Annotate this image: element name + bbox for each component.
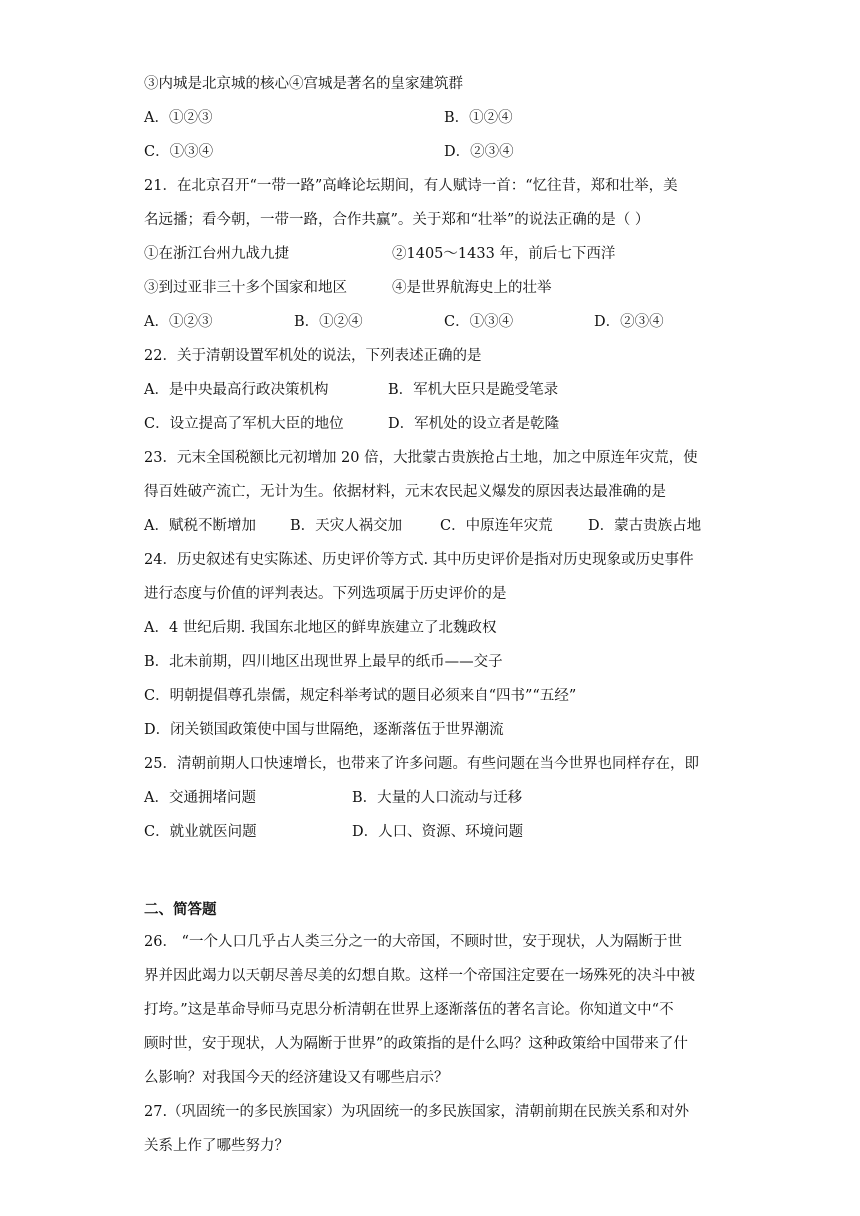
q23-option-b: B．天灾人祸交加: [290, 518, 403, 534]
section-title-short-answer: 二、简答题: [144, 902, 217, 918]
q24-stem-line1: 24．历史叙述有史实陈述、历史评价等方式. 其中历史评价是指对历史现象或历史事件: [144, 552, 694, 568]
q22-option-c: C．设立提高了军机大臣的地位: [144, 416, 344, 432]
q24-option-b: B．北未前期，四川地区出现世界上最早的纸币——交子: [144, 654, 503, 670]
q24-option-a: A．4 世纪后期. 我国东北地区的鲜卑族建立了北魏政权: [144, 620, 497, 636]
q21-option-c: C．①③④: [444, 314, 514, 330]
q26-line-1: 26． “一个人口几乎占人类三分之一的大帝国，不顾时世，安于现状，人为隔断于世: [144, 934, 682, 950]
q22-stem: 22．关于清朝设置军机处的说法，下列表述正确的是: [144, 348, 482, 364]
q23-option-d: D．蒙古贵族占地: [588, 518, 702, 534]
q27-line-1: 27.（巩固统一的多民族国家）为巩固统一的多民族国家，清朝前期在民族关系和对外: [144, 1104, 690, 1120]
q25-stem: 25．清朝前期人口快速增长，也带来了许多问题。有些问题在当今世界也同样存在，即: [144, 756, 699, 772]
q22-option-b: B．军机大臣只是跪受笔录: [388, 382, 559, 398]
q20-option-b: B．①②④: [444, 110, 513, 126]
q21-item-4: ④是世界航海史上的壮举: [392, 280, 552, 296]
q23-stem-line2: 得百姓破产流亡，无计为生。依据材料，元末农民起义爆发的原因表达最准确的是: [144, 484, 666, 500]
q21-stem-line1: 21．在北京召开“一带一路”高峰论坛期间，有人赋诗一首：“忆往昔，郑和壮举，美: [144, 178, 678, 194]
q26-line-3: 打垮。”这是革命导师马克思分析清朝在世界上逐渐落伍的著名言论。你知道文中“不: [144, 1002, 674, 1018]
q21-item-2: ②1405～1433 年，前后七下西洋: [392, 246, 616, 262]
q21-option-a: A．①②③: [144, 314, 213, 330]
q27-line-2: 关系上作了哪些努力？: [144, 1138, 289, 1154]
q25-option-d: D．人口、资源、环境问题: [352, 824, 524, 840]
q23-stem-line1: 23．元末全国税额比元初增加 20 倍，大批蒙古贵族抢占土地，加之中原连年灾荒，使: [144, 450, 698, 466]
q21-item-3: ③到过亚非三十多个国家和地区: [144, 280, 347, 296]
q20-statement-tail: ③内城是北京城的核心④宫城是著名的皇家建筑群: [144, 76, 463, 92]
q21-stem-line2: 名远播；看今朝，一带一路，合作共赢”。关于郑和“壮举”的说法正确的是（ ）: [144, 212, 650, 228]
q24-option-c: C．明朝提倡尊孔崇儒，规定科举考试的题目必须来自“四书”“五经”: [144, 688, 577, 704]
q25-option-b: B．大量的人口流动与迁移: [352, 790, 523, 806]
q22-option-a: A．是中央最高行政决策机构: [144, 382, 329, 398]
q22-option-d: D．军机处的设立者是乾隆: [388, 416, 560, 432]
q25-option-c: C．就业就医问题: [144, 824, 257, 840]
q26-line-5: 么影响？对我国今天的经济建设又有哪些启示？: [144, 1070, 449, 1086]
q24-option-d: D．闭关锁国政策使中国与世隔绝，逐渐落伍于世界潮流: [144, 722, 504, 738]
q20-option-c: C．①③④: [144, 144, 214, 160]
q21-option-b: B．①②④: [294, 314, 363, 330]
q20-option-a: A．①②③: [144, 110, 213, 126]
q24-stem-line2: 进行态度与价值的评判表达。下列选项属于历史评价的是: [144, 586, 507, 602]
q23-option-c: C．中原连年灾荒: [440, 518, 553, 534]
q21-option-d: D．②③④: [594, 314, 664, 330]
q26-line-2: 界并因此竭力以天朝尽善尽美的幻想自欺。这样一个帝国注定要在一场殊死的决斗中被: [144, 968, 695, 984]
q21-item-1: ①在浙江台州九战九捷: [144, 246, 289, 262]
q26-line-4: 顾时世，安于现状，人为隔断于世界”的政策指的是什么吗？这种政策给中国带来了什: [144, 1036, 688, 1052]
q25-option-a: A．交通拥堵问题: [144, 790, 256, 806]
q23-option-a: A．赋税不断增加: [144, 518, 256, 534]
q20-option-d: D．②③④: [444, 144, 514, 160]
